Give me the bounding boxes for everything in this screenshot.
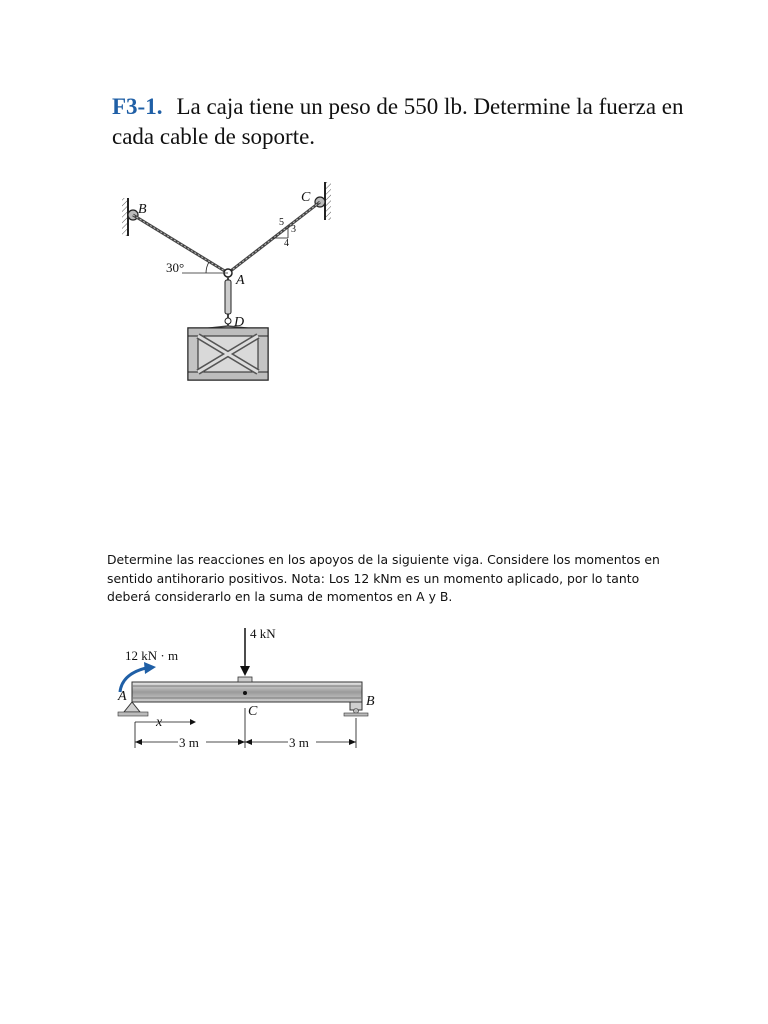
crate-cable-figure	[110, 178, 350, 388]
label-a: A	[236, 273, 245, 288]
beam-label-b: B	[366, 694, 375, 709]
roller-support-b	[344, 702, 368, 716]
force-arrow-head	[240, 666, 250, 676]
label-slope-horiz: 4	[284, 238, 289, 249]
dim-x-label: x	[156, 715, 163, 730]
turnbuckle	[225, 280, 231, 314]
dim-left-label: 3 m	[179, 735, 199, 750]
label-slope-hyp: 5	[279, 217, 284, 228]
problem-2-text: Determine las reacciones en los apoyos de la siguiente viga. Considere los momentos en sentido antihorario positivos. Nota: Los 12 kNm es un momento aplicado, por lo tanto deberá considerarlo en la suma de momentos en A y B.	[107, 552, 660, 604]
crate	[188, 328, 268, 380]
label-d: D	[234, 315, 245, 330]
problem-1-id: F3-1.	[112, 94, 163, 119]
dim-right-label: 3 m	[289, 735, 309, 750]
moment-label: 12 kN · m	[125, 648, 179, 663]
label-slope-vert: 3	[291, 224, 296, 235]
beam	[132, 682, 362, 702]
force-label: 4 kN	[250, 626, 276, 641]
beam-figure	[108, 618, 398, 758]
problem-1-text	[112, 92, 712, 152]
pin-support-a	[118, 702, 148, 716]
beam-label-c: C	[248, 704, 258, 719]
problem-1-statement: La caja tiene un peso de 550 lb. Determine la fuerza en cada cable de soporte.	[112, 94, 684, 149]
label-angle: 30°	[166, 260, 185, 275]
beam-label-a: A	[118, 689, 127, 704]
label-c: C	[301, 190, 311, 205]
problem-1	[112, 92, 712, 152]
label-b: B	[138, 202, 147, 217]
point-c-marker	[243, 691, 247, 695]
